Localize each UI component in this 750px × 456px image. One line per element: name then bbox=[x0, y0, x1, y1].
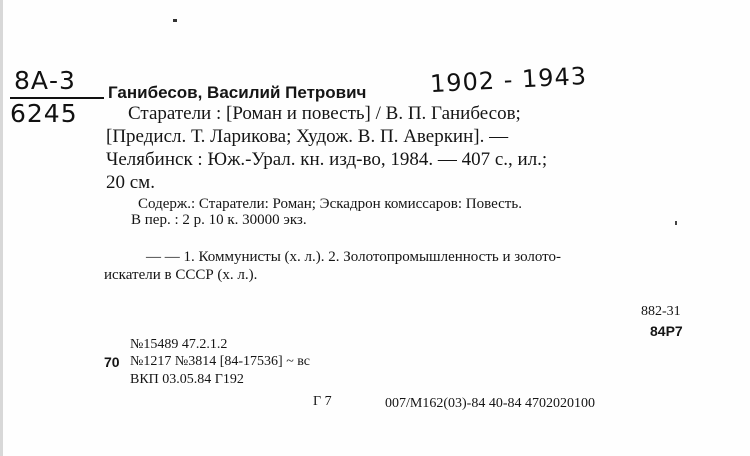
description-line-1: Старатели : [Роман и повесть] / В. П. Ганибесов; bbox=[128, 103, 521, 124]
footer-code-right: 007/М162(03)-84 40-84 4702020100 bbox=[385, 396, 595, 411]
author-name: Ганибесов, Василий Петрович bbox=[108, 83, 367, 102]
footer-code-left: Г 7 bbox=[313, 394, 332, 409]
ink-speck bbox=[675, 221, 677, 225]
registry-line-1: №15489 47.2.1.2 bbox=[130, 337, 228, 352]
subjects-line-1: — — 1. Коммунисты (х. л.). 2. Золотопромышленность и золото- bbox=[146, 249, 562, 265]
registry-line-2: №1217 №3814 [84-17536] ~ вс bbox=[130, 354, 311, 369]
subjects-line-2: искатели в СССР (х. л.). bbox=[104, 267, 258, 283]
udc-code: 882-31 bbox=[641, 304, 681, 319]
description-line-3: Челябинск : Юж.-Урал. кн. изд-во, 1984. — 407 с., ил.; bbox=[106, 149, 548, 170]
registry-prefix: 70 bbox=[104, 354, 120, 370]
bbk-code: 84Р7 bbox=[650, 323, 683, 339]
description-line-4: 20 см. bbox=[106, 172, 155, 193]
shelfmark-bottom: 6245 bbox=[10, 99, 78, 128]
description-line-2: [Предисл. Т. Ларикова; Худож. В. П. Аверкин]. — bbox=[106, 126, 509, 147]
contents-line: Содерж.: Старатели: Роман; Эскадрон комиссаров: Повесть. bbox=[138, 196, 522, 212]
shelfmark-top: 8А-3 bbox=[14, 66, 76, 95]
ink-speck bbox=[173, 19, 177, 22]
registry-line-3: ВКП 03.05.84 Г192 bbox=[130, 372, 244, 387]
author-years: 1902 - 1943 bbox=[429, 61, 588, 99]
price-line: В пер. : 2 р. 10 к. 30000 экз. bbox=[131, 212, 307, 228]
